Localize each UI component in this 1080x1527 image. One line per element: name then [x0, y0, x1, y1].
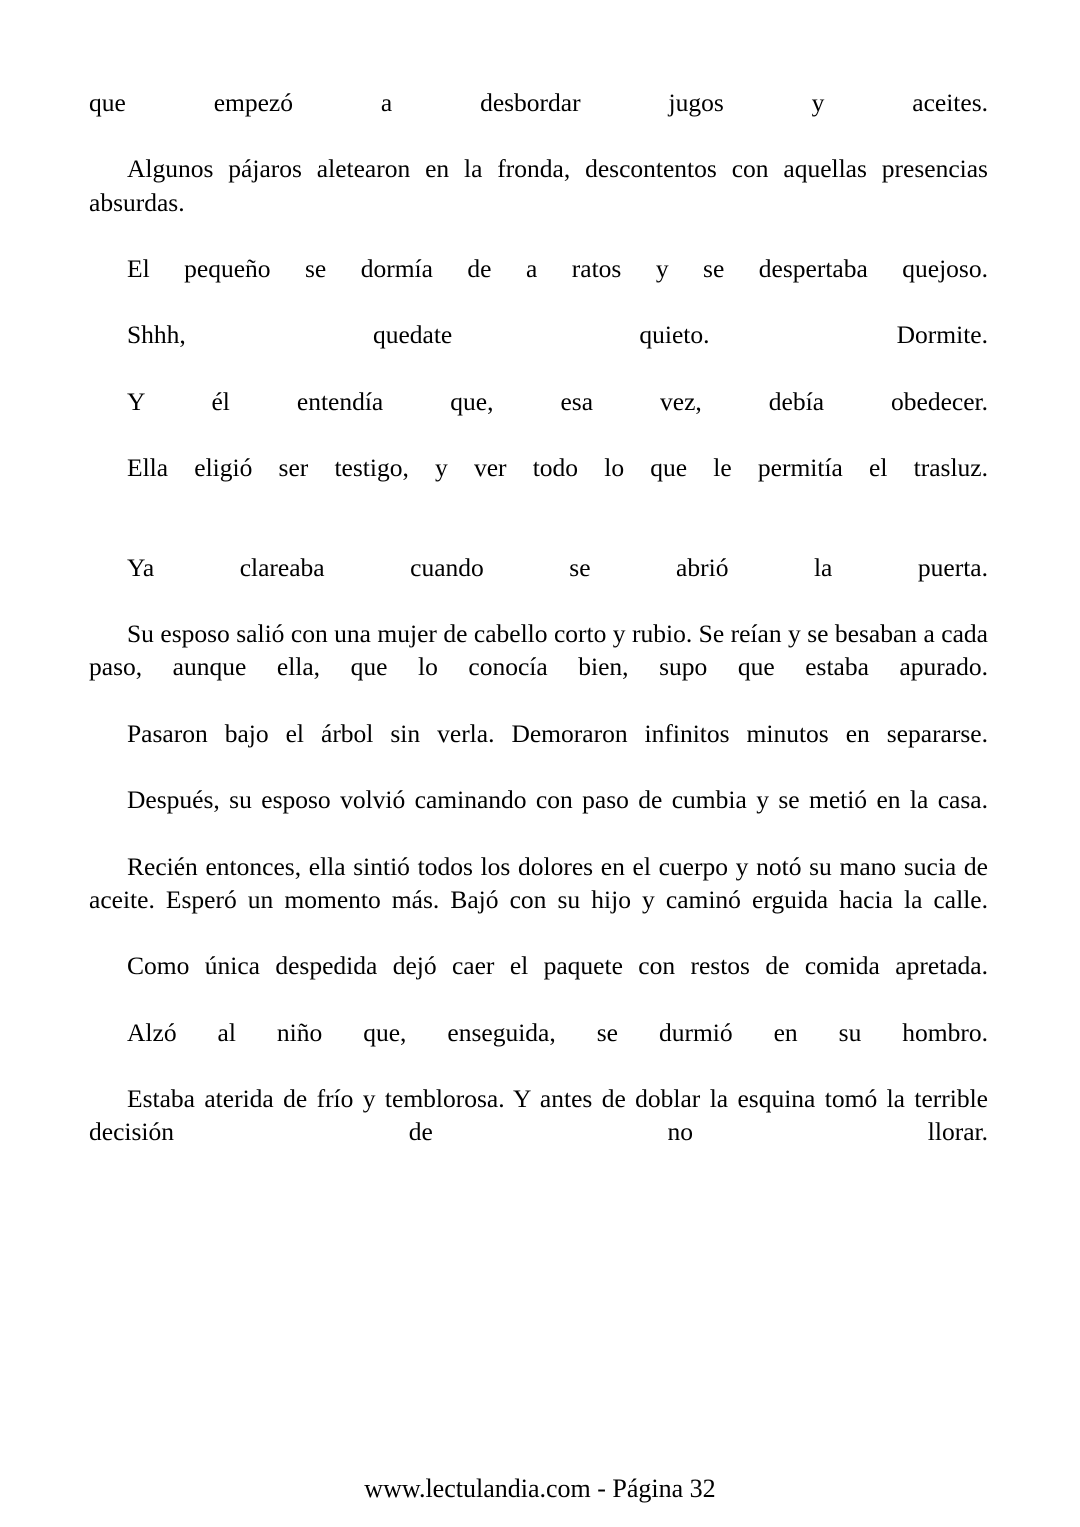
- text-block-second: [89, 551, 988, 1182]
- paragraph: que empezó a desbordar jugos y aceites.: [89, 88, 988, 117]
- paragraph: Pasaron bajo el árbol sin verla. Demoraron infinitos minutos en separarse.: [127, 718, 988, 748]
- paragraph: Después, su esposo volvió caminando con paso de cumbia y se metió en la casa.: [127, 785, 988, 815]
- paragraph: Shhh, quedate quieto. Dormite.: [127, 320, 988, 350]
- paragraph: Su esposo salió con una mujer de cabello corto y rubio. Se reían y se besaban a cada paso, aunque ella, que lo conocía bien, supo que estaba apurado.: [89, 619, 988, 682]
- paragraph: Estaba aterida de frío y temblorosa. Y antes de doblar la esquina tomó la terrible decisión de no llorar.: [89, 1084, 988, 1147]
- paragraph: El pequeño se dormía de a ratos y se despertaba quejoso.: [127, 254, 988, 284]
- paragraph-block-separator: [89, 518, 988, 551]
- paragraph: Alzó al niño que, enseguida, se durmió en su hombro.: [127, 1017, 988, 1047]
- paragraph: Algunos pájaros aletearon en la fronda, descontentos con aquellas presencias absurdas.: [89, 154, 988, 217]
- body-text-column: [89, 86, 988, 1182]
- paragraph: Y él entendía que, esa vez, debía obedecer.: [127, 386, 988, 416]
- text-block-first: [89, 86, 988, 518]
- paragraph: Ya clareaba cuando se abrió la puerta.: [127, 552, 988, 582]
- paragraph: Como única despedida dejó caer el paquete con restos de comida apretada.: [127, 951, 988, 981]
- paragraph: Ella eligió ser testigo, y ver todo lo que le permitía el trasluz.: [127, 453, 988, 483]
- page-footer: www.lectulandia.com - Página 32: [364, 1474, 716, 1503]
- paragraph: Recién entonces, ella sintió todos los dolores en el cuerpo y notó su mano sucia de aceite. Esperó un momento más. Bajó con su hijo y caminó erguida hacia la calle.: [89, 851, 988, 914]
